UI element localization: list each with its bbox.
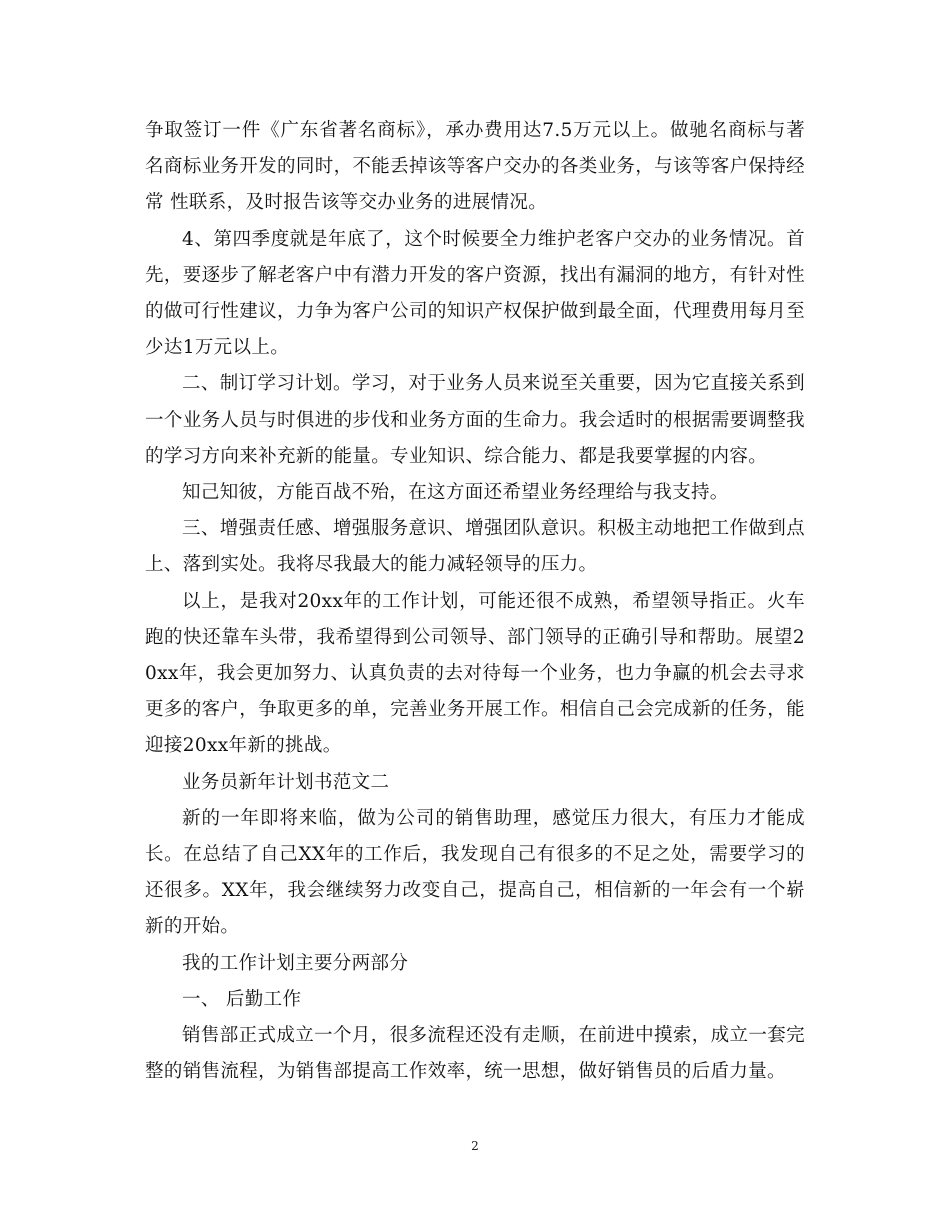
- section-heading: 业务员新年计划书范文二: [182, 771, 390, 793]
- paragraph-2: 4、第四季度就是年底了，这个时候要全力维护老客户交办的业务情况。首先，要逐步了解老客户中有潜力开发的客户资源，找出有漏洞的地方，有针对性的做可行性建议，力争为客户公司的知识产权保护做到最全面，代理费用每月至少达1万元以上。: [145, 228, 805, 359]
- document-body: [145, 113, 805, 1090]
- paragraph-6: 以上，是我对20xx年的工作计划，可能还很不成熟，希望领导指正。火车跑的快还靠车头带，我希望得到公司领导、部门领导的正确引导和帮助。展望20xx年，我会更加努力、认真负责的去对待每一个业务，也力争赢的机会去寻求更多的客户，争取更多的单，完善业务开展工作。相信自己会完成新的任务，能 迎接20xx年新的挑战。: [145, 590, 805, 757]
- paragraph-1: 争取签订一件《广东省著名商标》，承办费用达7.5万元以上。做驰名商标与著名商标业务开发的同时，不能丢掉该等客户交办的各类业务，与该等客户保持经常 性联系，及时报告该等交办业务的进展情况。: [145, 120, 805, 214]
- subheading-logistics: 一、 后勤工作: [182, 988, 302, 1010]
- paragraph-9: 我的工作计划主要分两部分: [182, 952, 409, 974]
- paragraph-11: 销售部正式成立一个月，很多流程还没有走顺，在前进中摸索，成立一套完整的销售流程，为销售部提高工作效率，统一思想，做好销售员的后盾力量。: [145, 1025, 805, 1083]
- page-number: 2: [471, 1139, 479, 1153]
- paragraph-5: 三、增强责任感、增强服务意识、增强团队意识。积极主动地把工作做到点上、落到实处。我将尽我最大的能力减轻领导的压力。: [145, 518, 805, 576]
- paragraph-8: 新的一年即将来临，做为公司的销售助理，感觉压力很大，有压力才能成长。在总结了自己XX年的工作后，我发现自己有很多的不足之处，需要学习的还很多。XX年，我会继续努力改变自己，提高自己，相信新的一年会有一个崭新的开始。: [145, 807, 805, 938]
- paragraph-3: 二、制订学习计划。学习，对于业务人员来说至关重要，因为它直接关系到一个业务人员与时俱进的步伐和业务方面的生命力。我会适时的根据需要调整我的学习方向来补充新的能量。专业知识、综合能力、都是我要掌握的内容。: [145, 373, 805, 467]
- paragraph-4: 知己知彼，方能百战不殆，在这方面还希望业务经理给与我支持。: [182, 482, 729, 504]
